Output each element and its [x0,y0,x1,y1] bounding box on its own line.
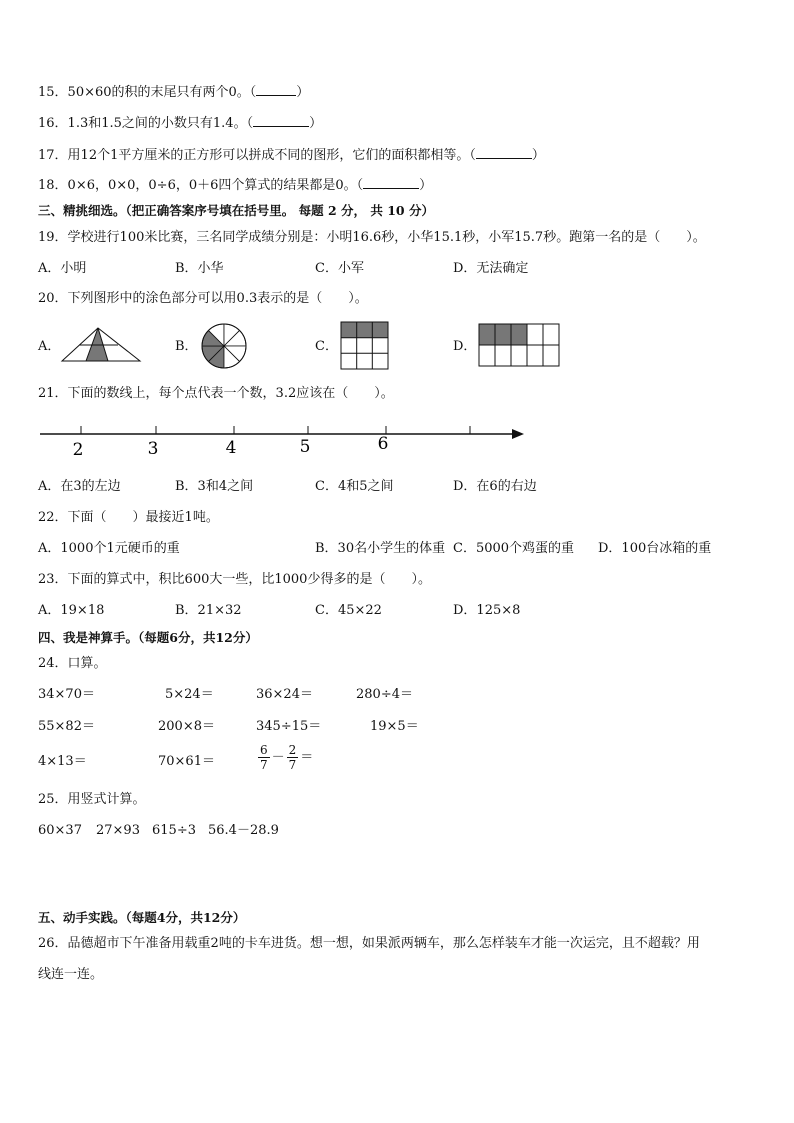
vertical-calc-item: 56.4－28.9 [208,823,279,838]
q19-option-b[interactable]: B．小华 [175,261,224,276]
question-23-stem: 23．下面的算式中，积比600大一些，比1000少得多的是（ ）。 [38,572,431,587]
fraction-a-numerator: 6 [260,743,268,757]
grid-d-shaded-cells [479,324,527,345]
fraction-b-denominator: 7 [288,758,297,772]
fraction-equals: ＝ [300,750,314,765]
question-17-close: ） [531,148,545,163]
number-line-arrow-icon [512,429,524,439]
question-18-text: 18．0×6，0×0，0÷6，0＋6四个算式的结果都是0。（ [38,178,364,193]
q21-option-a[interactable]: A．在3的左边 [38,479,121,494]
question-21-stem: 21．下面的数线上，每个点代表一个数，3.2应该在（ ）。 [38,386,394,401]
q20-figure-c-grid [340,321,390,371]
q20-figure-a-triangle [60,325,142,365]
q23-option-a[interactable]: A．19×18 [38,603,105,618]
oral-calc-item: 280÷4＝ [356,687,413,702]
fraction-operator: － [271,750,285,765]
question-22-stem: 22．下面（ ）最接近1吨。 [38,510,219,525]
question-15 [38,83,309,102]
vertical-calc-item: 27×93 [96,823,140,838]
question-18 [38,176,432,195]
number-line-tick-label: 4 [225,438,237,458]
oral-calc-item: 345÷15＝ [256,719,322,734]
fraction-b [287,743,299,772]
oral-calc-item: 4×13＝ [38,754,87,769]
fraction-expression [256,743,313,772]
answer-blank-18[interactable] [363,176,419,189]
q20-figure-d-grid [478,323,560,367]
oral-calc-item: 55×82＝ [38,719,95,734]
question-26-line1: 26．品德超市下午准备用载重2吨的卡车进货。想一想，如果派两辆车，那么怎样装车才能一次运完，且不超载？用 [38,936,700,951]
q22-option-b[interactable]: B．30名小学生的体重 [315,541,446,556]
oral-calc-item: 70×61＝ [158,754,215,769]
question-18-close: ） [419,178,433,193]
number-line-tick-label: 6 [377,434,389,454]
q20-figure-b-circle [200,322,248,370]
q22-option-c[interactable]: C．5000个鸡蛋的重 [453,541,575,556]
oral-calc-item: 5×24＝ [165,687,214,702]
q19-option-d[interactable]: D．无法确定 [453,261,529,276]
vertical-calc-item: 60×37 [38,823,82,838]
q20-label-a[interactable]: A． [38,339,61,354]
q19-option-a[interactable]: A．小明 [38,261,87,276]
question-16-close: ） [309,116,323,131]
question-19-stem: 19．学校进行100米比赛，三名同学成绩分别是：小明16.6秒，小华15.1秒，小军15.7秒。跑第一名的是（ ）。 [38,230,706,245]
q19-option-c[interactable]: C．小军 [315,261,364,276]
q21-number-line [36,418,536,466]
fraction-b-numerator: 2 [288,743,297,757]
q21-option-c[interactable]: C．4和5之间 [315,479,394,494]
question-16-text: 16．1.3和1.5之间的小数只有1.4。（ [38,116,254,131]
number-line-tick-label: 5 [299,437,311,457]
question-26-line2: 线连一连。 [38,967,104,982]
question-17-text: 17．用12个1平方厘米的正方形可以拼成不同的图形，它们的面积都相等。（ [38,148,476,163]
question-15-close: ） [296,85,310,100]
oral-calc-item: 34×70＝ [38,687,95,702]
question-24-stem: 24．口算。 [38,656,107,671]
answer-blank-16[interactable] [253,114,309,127]
q21-option-b[interactable]: B．3和4之间 [175,479,254,494]
q20-label-c[interactable]: C． [315,339,338,354]
q22-option-a[interactable]: A．1000个1元硬币的重 [38,541,180,556]
number-line-tick-label: 2 [72,440,84,460]
oral-calc-item: 200×8＝ [158,719,215,734]
section-3-heading: 三、精挑细选。（把正确答案序号填在括号里。 每题 2 分， 共 10 分） [38,203,434,218]
q23-option-d[interactable]: D．125×8 [453,603,521,618]
answer-blank-17[interactable] [476,146,532,159]
number-line-tick-label: 3 [147,439,159,459]
question-17 [38,146,545,165]
q23-option-c[interactable]: C．45×22 [315,603,382,618]
q21-option-d[interactable]: D．在6的右边 [453,479,537,494]
vertical-calc-item: 615÷3 [152,823,196,838]
section-4-heading: 四、我是神算手。（每题6分，共12分） [38,630,258,645]
oral-calc-item: 19×5＝ [370,719,419,734]
fraction-a [258,743,270,772]
q20-label-d[interactable]: D． [453,339,477,354]
question-15-text: 15．50×60的积的末尾只有两个0。（ [38,85,257,100]
question-20-stem: 20．下列图形中的涂色部分可以用0.3表示的是（ ）。 [38,291,368,306]
question-16 [38,114,322,133]
section-5-heading: 五、动手实践。（每题4分，共12分） [38,910,246,925]
oral-calc-item: 36×24＝ [256,687,313,702]
q22-option-d[interactable]: D．100台冰箱的重 [598,541,712,556]
grid-c-shaded-row [341,322,388,338]
answer-blank-15[interactable] [256,83,296,96]
q20-label-b[interactable]: B． [175,339,198,354]
question-25-stem: 25．用竖式计算。 [38,792,146,807]
fraction-a-denominator: 7 [260,758,268,772]
q23-option-b[interactable]: B．21×32 [175,603,242,618]
